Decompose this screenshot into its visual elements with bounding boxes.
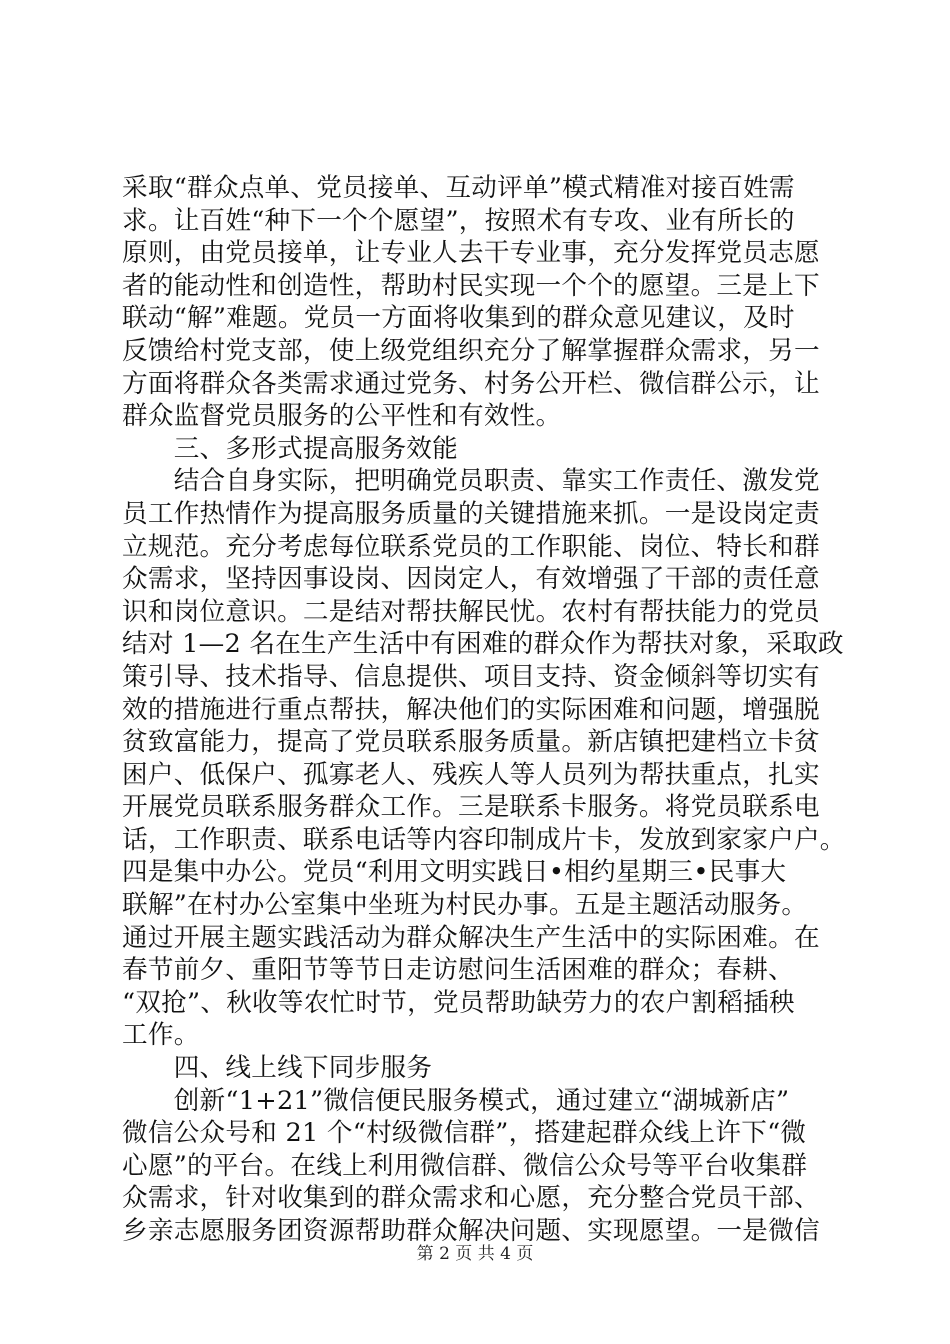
text-line: 联动“解”难题。党员一方面将收集到的群众意见建议，及时	[122, 303, 795, 334]
text-line: 群众监督党员服务的公平性和有效性。	[122, 401, 562, 432]
text-line: 结对 1—2 名在生产生活中有困难的群众作为帮扶对象，采取政	[122, 629, 844, 660]
text-line: 识和岗位意识。二是结对帮扶解民忧。农村有帮扶能力的党员	[122, 596, 820, 627]
text-line: 者的能动性和创造性，帮助村民实现一个个的愿望。三是上下	[122, 270, 820, 301]
text-line: 求。让百姓“种下一个个愿望”，按照术有专攻、业有所长的	[122, 205, 795, 236]
text-line: 反馈给村党支部，使上级党组织充分了解掌握群众需求，另一	[122, 335, 820, 366]
text-line: 开展党员联系服务群众工作。三是联系卡服务。将党员联系电	[122, 792, 820, 823]
section-heading: 四、线上线下同步服务	[122, 1053, 433, 1084]
text-line: 微信公众号和 21 个“村级微信群”，搭建起群众线上许下“微	[122, 1118, 807, 1149]
text-line: 结合自身实际，把明确党员职责、靠实工作责任、激发党	[122, 466, 820, 497]
text-line: 困户、低保户、孤寡老人、残疾人等人员列为帮扶重点，扎实	[122, 759, 820, 790]
section-heading: 三、多形式提高服务效能	[122, 433, 458, 464]
text-line: 心愿”的平台。在线上利用微信群、微信公众号等平台收集群	[122, 1150, 808, 1181]
text-line: 众需求，针对收集到的群众需求和心愿，充分整合党员干部、	[122, 1183, 820, 1214]
text-line: 效的措施进行重点帮扶，解决他们的实际困难和问题，增强脱	[122, 694, 820, 725]
text-line: 立规范。充分考虑每位联系党员的工作职能、岗位、特长和群	[122, 531, 820, 562]
text-line: 众需求，坚持因事设岗、因岗定人，有效增强了干部的责任意	[122, 564, 820, 595]
text-line: 方面将群众各类需求通过党务、村务公开栏、微信群公示，让	[122, 368, 820, 399]
text-line: 通过开展主题实践活动为群众解决生产生活中的实际困难。在	[122, 922, 820, 953]
text-line: 贫致富能力，提高了党员联系服务质量。新店镇把建档立卡贫	[122, 727, 820, 758]
page-number-footer: 第 2 页 共 4 页	[416, 1244, 534, 1264]
text-line: 春节前夕、重阳节等节日走访慰问生活困难的群众；春耕、	[122, 955, 794, 986]
text-line: 乡亲志愿服务团资源帮助群众解决问题、实现愿望。一是微信	[122, 1216, 820, 1246]
document-body	[122, 172, 846, 1248]
text-line: 策引导、技术指导、信息提供、项目支持、资金倾斜等切实有	[122, 661, 820, 692]
text-line: 话，工作职责、联系电话等内容印制成片卡，发放到家家户户。	[122, 824, 846, 855]
text-line: “双抢”、秋收等农忙时节，党员帮助缺劳力的农户割稻插秧	[122, 987, 795, 1018]
text-line: 员工作热情作为提高服务质量的关键措施来抓。一是设岗定责	[122, 498, 820, 529]
text-line: 原则，由党员接单，让专业人去干专业事，充分发挥党员志愿	[122, 238, 820, 269]
text-line: 四是集中办公。党员“利用文明实践日•相约星期三•民事大	[122, 857, 787, 888]
text-line: 创新“1+21”微信便民服务模式，通过建立“湖城新店”	[122, 1085, 790, 1116]
text-line: 联解”在村办公室集中坐班为村民办事。五是主题活动服务。	[122, 890, 808, 921]
text-line: 采取“群众点单、党员接单、互动评单”模式精准对接百姓需	[122, 173, 795, 203]
text-line: 工作。	[122, 1020, 200, 1051]
